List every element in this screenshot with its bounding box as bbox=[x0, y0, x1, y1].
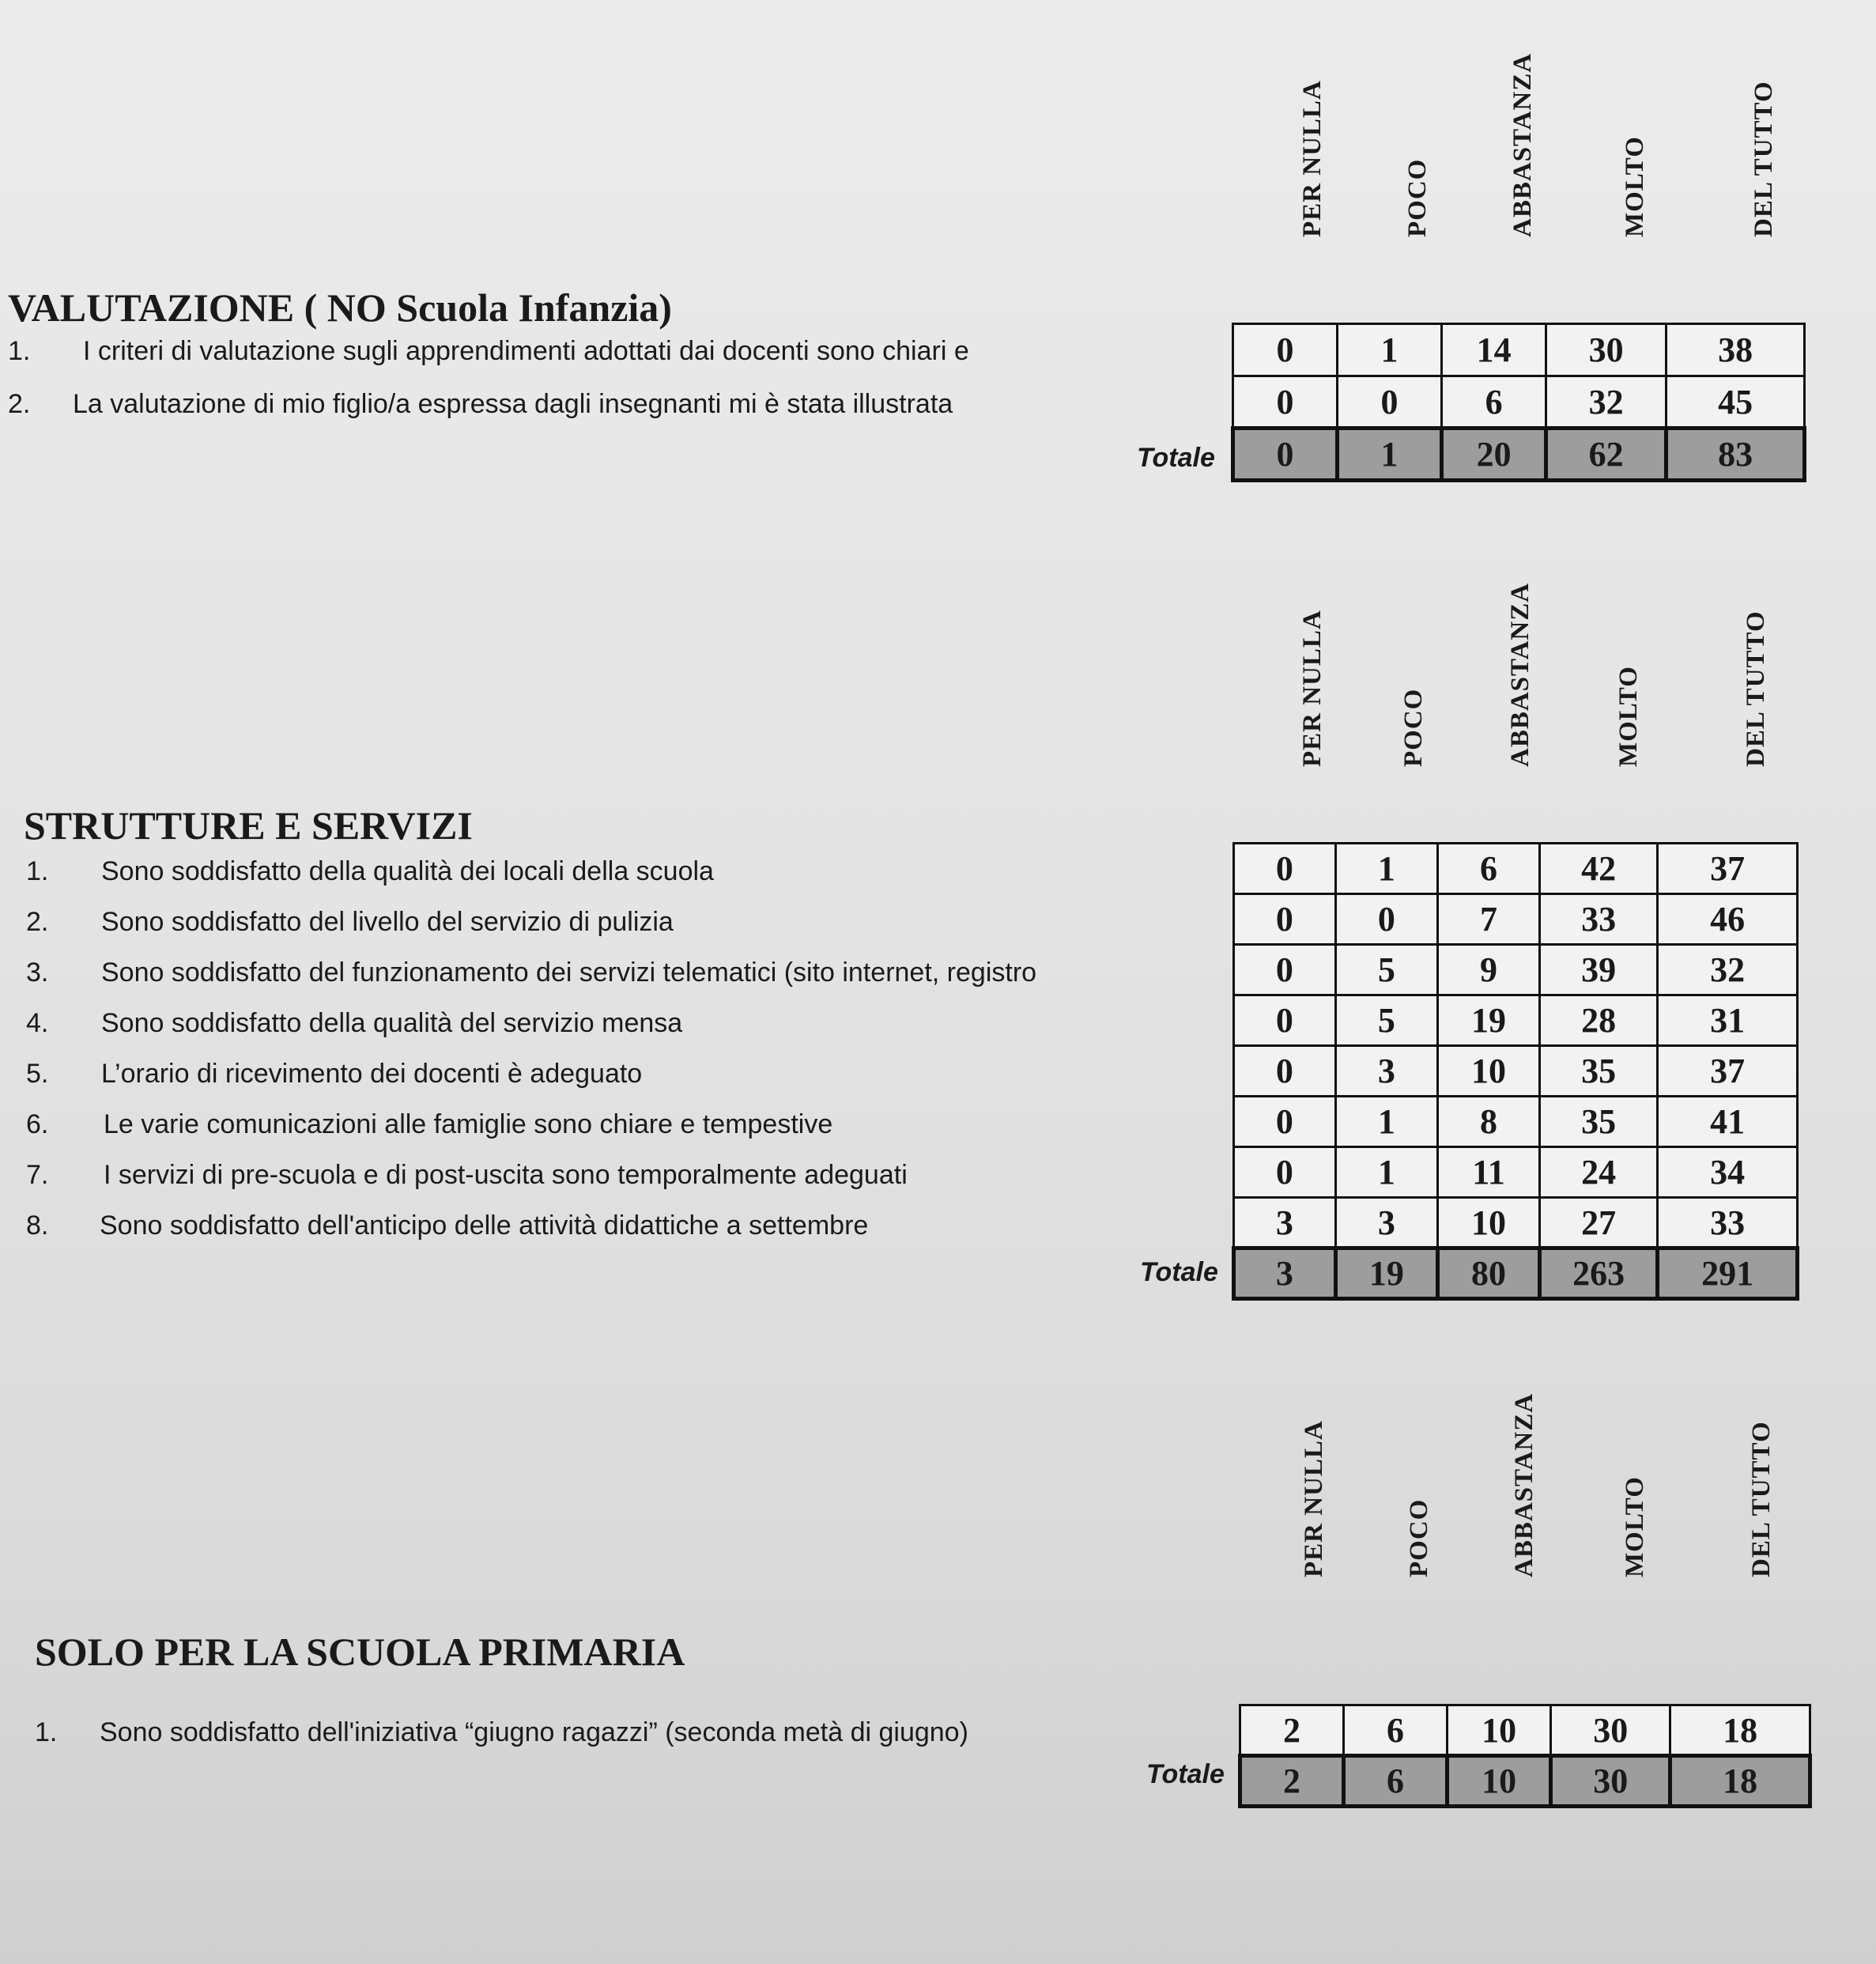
totals-row bbox=[1233, 429, 1805, 481]
cell-abbastanza: 10 bbox=[1448, 1705, 1551, 1756]
total-molto: 62 bbox=[1546, 429, 1667, 481]
total-del-tutto: 83 bbox=[1667, 429, 1805, 481]
cell-molto: 39 bbox=[1540, 945, 1658, 995]
cell-del-tutto: 45 bbox=[1667, 376, 1805, 429]
cell-poco: 6 bbox=[1344, 1705, 1448, 1756]
cell-abbastanza: 10 bbox=[1437, 1046, 1539, 1097]
table-row bbox=[1234, 945, 1798, 995]
cell-per-nulla: 0 bbox=[1234, 995, 1336, 1046]
cell-del-tutto: 37 bbox=[1658, 1046, 1798, 1097]
results-table-primaria bbox=[1238, 1704, 1812, 1808]
cell-per-nulla: 0 bbox=[1233, 376, 1338, 429]
column-headers-strutture bbox=[1233, 546, 1818, 767]
cell-molto: 32 bbox=[1546, 376, 1667, 429]
col-header-del-tutto: DEL TUTTO bbox=[1742, 610, 1770, 767]
col-header-molto: MOLTO bbox=[1621, 1476, 1649, 1577]
col-header-poco: POCO bbox=[1399, 688, 1428, 767]
cell-abbastanza: 6 bbox=[1437, 844, 1539, 894]
col-header-poco: POCO bbox=[1405, 1498, 1433, 1577]
cell-abbastanza: 14 bbox=[1441, 324, 1546, 376]
cell-poco: 1 bbox=[1335, 844, 1437, 894]
cell-poco: 3 bbox=[1335, 1046, 1437, 1097]
totals-row bbox=[1234, 1248, 1798, 1299]
col-header-per-nulla: PER NULLA bbox=[1298, 610, 1327, 767]
column-headers-valutazione bbox=[1233, 16, 1818, 237]
cell-del-tutto: 18 bbox=[1670, 1705, 1810, 1756]
cell-poco: 0 bbox=[1335, 894, 1437, 945]
cell-poco: 1 bbox=[1335, 1147, 1437, 1198]
total-del-tutto: 18 bbox=[1670, 1756, 1810, 1807]
cell-molto: 30 bbox=[1551, 1705, 1670, 1756]
table-row bbox=[1233, 324, 1805, 376]
table-row bbox=[1234, 844, 1798, 894]
col-header-del-tutto: DEL TUTTO bbox=[1747, 1421, 1776, 1577]
cell-poco: 1 bbox=[1337, 324, 1441, 376]
col-header-poco: POCO bbox=[1403, 158, 1432, 237]
col-header-molto: MOLTO bbox=[1621, 136, 1649, 237]
cell-abbastanza: 11 bbox=[1437, 1147, 1539, 1198]
cell-molto: 27 bbox=[1540, 1198, 1658, 1248]
table-row bbox=[1234, 995, 1798, 1046]
total-poco: 1 bbox=[1337, 429, 1441, 481]
cell-del-tutto: 31 bbox=[1658, 995, 1798, 1046]
total-poco: 6 bbox=[1344, 1756, 1448, 1807]
table-row bbox=[1234, 1147, 1798, 1198]
cell-per-nulla: 0 bbox=[1234, 844, 1336, 894]
cell-per-nulla: 3 bbox=[1234, 1198, 1336, 1248]
cell-poco: 5 bbox=[1335, 945, 1437, 995]
cell-del-tutto: 41 bbox=[1658, 1097, 1798, 1147]
table-row bbox=[1233, 376, 1805, 429]
totale-label: Totale bbox=[1137, 443, 1215, 473]
cell-poco: 5 bbox=[1335, 995, 1437, 1046]
table-row bbox=[1234, 1198, 1798, 1248]
col-header-per-nulla: PER NULLA bbox=[1298, 80, 1327, 237]
cell-del-tutto: 37 bbox=[1658, 844, 1798, 894]
cell-per-nulla: 0 bbox=[1234, 894, 1336, 945]
col-header-abbastanza: ABBASTANZA bbox=[1510, 1392, 1538, 1577]
totale-label: Totale bbox=[1146, 1759, 1225, 1789]
cell-molto: 35 bbox=[1540, 1097, 1658, 1147]
table-row bbox=[1240, 1705, 1810, 1756]
cell-per-nulla: 2 bbox=[1240, 1705, 1344, 1756]
column-headers-primaria bbox=[1233, 1356, 1818, 1577]
section-title-valutazione: VALUTAZIONE ( NO Scuola Infanzia) bbox=[8, 285, 672, 330]
totale-label: Totale bbox=[1140, 1257, 1218, 1287]
table-row bbox=[1234, 894, 1798, 945]
cell-poco: 0 bbox=[1337, 376, 1441, 429]
cell-per-nulla: 0 bbox=[1234, 1147, 1336, 1198]
cell-molto: 33 bbox=[1540, 894, 1658, 945]
col-header-del-tutto: DEL TUTTO bbox=[1750, 81, 1778, 237]
results-table-strutture bbox=[1232, 842, 1799, 1301]
document-page: PER NULLA POCO ABBASTANZA MOLTO DEL TUTTO VALUTAZIONE ( NO Scuola Infanzia) 1. I criteri di valutazione sugli apprendimenti adottati dai docenti sono chiari e 2. La valutazione di mio figlio/a espressa dagli insegnanti mi è stata illustrata Totale 0 1 14 30 38 0 0 6 32 45 0 1 20 62 83 PER NULLA POCO ABBASTANZA MOLTO DEL TUTTO STRUTTURE E SERVIZI 1. Sono soddisfatto della qualità dei locali della scuola 2. Sono soddisfatto del livello del servizio di pulizia 3. Sono soddisfatto del funzionamento dei servizi telematici (sito internet, registro 4. Sono soddisfatto della qualità del servizio mensa 5. L’orario di ricevimento dei docenti è adeguato 6. Le varie comunicazioni alle famiglie sono chiare e tempestive 7. I servizi di pre-scuola e di post-uscita sono temporalmente adeguati 8. Sono soddisfatto dell'anticipo delle attività didattiche a settembre Totale 0 1 6 42 37 0 0 7 33 46 0 5 9 39 32 0 5 19 28 31 0 3 10 35 37 0 1 8 35 41 0 1 11 24 34 3 3 10 27 33 3 19 80 263 291 PER NULLA POCO ABBASTANZA MOLTO DEL TUTTO SOLO PER LA SCUOLA PRIMARIA 1. Sono soddisfatto dell'iniziativa “giugno ragazzi” (seconda metà di giugno) Totale 2 6 10 30 18 2 6 10 30 18 bbox=[0, 0, 1876, 1964]
section-title-strutture: STRUTTURE E SERVIZI bbox=[24, 803, 473, 848]
cell-abbastanza: 6 bbox=[1441, 376, 1546, 429]
cell-per-nulla: 0 bbox=[1233, 324, 1338, 376]
total-abbastanza: 10 bbox=[1448, 1756, 1551, 1807]
cell-abbastanza: 10 bbox=[1437, 1198, 1539, 1248]
cell-abbastanza: 19 bbox=[1437, 995, 1539, 1046]
total-molto: 263 bbox=[1540, 1248, 1658, 1299]
table-row bbox=[1234, 1097, 1798, 1147]
cell-per-nulla: 0 bbox=[1234, 945, 1336, 995]
col-header-molto: MOLTO bbox=[1614, 666, 1643, 767]
table-row bbox=[1234, 1046, 1798, 1097]
cell-del-tutto: 34 bbox=[1658, 1147, 1798, 1198]
total-per-nulla: 3 bbox=[1234, 1248, 1336, 1299]
cell-molto: 24 bbox=[1540, 1147, 1658, 1198]
cell-del-tutto: 46 bbox=[1658, 894, 1798, 945]
cell-molto: 30 bbox=[1546, 324, 1667, 376]
cell-del-tutto: 33 bbox=[1658, 1198, 1798, 1248]
section-title-primaria: SOLO PER LA SCUOLA PRIMARIA bbox=[35, 1630, 685, 1674]
total-molto: 30 bbox=[1551, 1756, 1670, 1807]
col-header-abbastanza: ABBASTANZA bbox=[1508, 52, 1537, 237]
cell-molto: 35 bbox=[1540, 1046, 1658, 1097]
results-table-valutazione bbox=[1231, 323, 1806, 482]
cell-abbastanza: 8 bbox=[1437, 1097, 1539, 1147]
cell-del-tutto: 32 bbox=[1658, 945, 1798, 995]
col-header-abbastanza: ABBASTANZA bbox=[1506, 582, 1534, 767]
cell-abbastanza: 9 bbox=[1437, 945, 1539, 995]
total-abbastanza: 80 bbox=[1437, 1248, 1539, 1299]
cell-poco: 1 bbox=[1335, 1097, 1437, 1147]
cell-per-nulla: 0 bbox=[1234, 1097, 1336, 1147]
totals-row bbox=[1240, 1756, 1810, 1807]
cell-poco: 3 bbox=[1335, 1198, 1437, 1248]
total-del-tutto: 291 bbox=[1658, 1248, 1798, 1299]
cell-per-nulla: 0 bbox=[1234, 1046, 1336, 1097]
cell-del-tutto: 38 bbox=[1667, 324, 1805, 376]
col-header-per-nulla: PER NULLA bbox=[1300, 1420, 1328, 1577]
total-abbastanza: 20 bbox=[1441, 429, 1546, 481]
total-per-nulla: 0 bbox=[1233, 429, 1338, 481]
cell-molto: 28 bbox=[1540, 995, 1658, 1046]
cell-abbastanza: 7 bbox=[1437, 894, 1539, 945]
total-per-nulla: 2 bbox=[1240, 1756, 1344, 1807]
cell-molto: 42 bbox=[1540, 844, 1658, 894]
total-poco: 19 bbox=[1335, 1248, 1437, 1299]
